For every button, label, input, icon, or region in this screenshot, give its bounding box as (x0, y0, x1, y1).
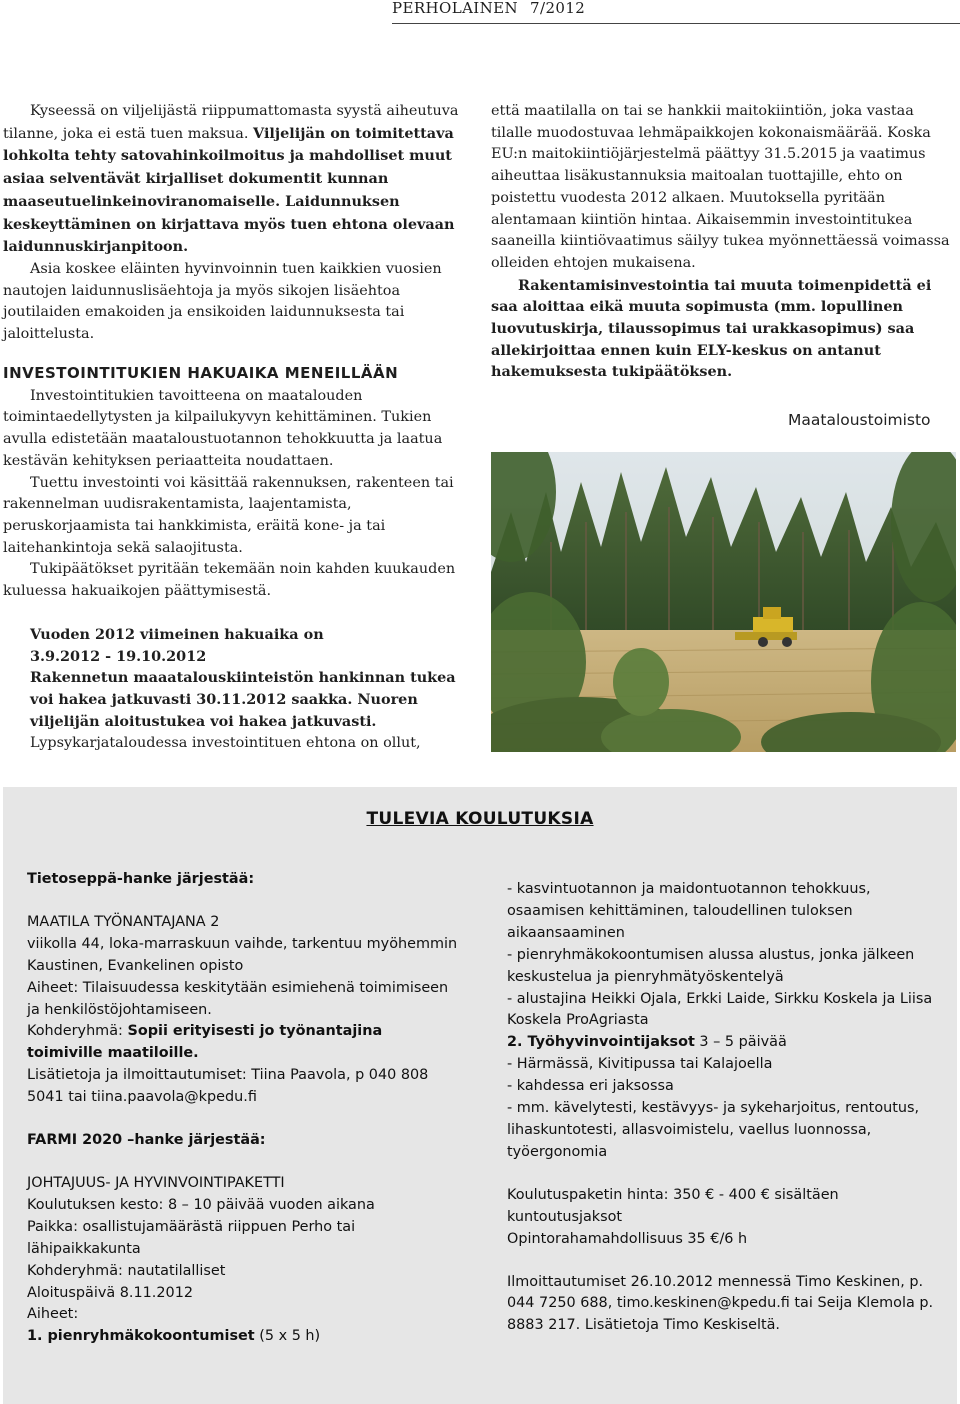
training-right-column (507, 879, 939, 1337)
course-subsidy: Opintorahamahdollisuus 35 €/6 h (507, 1230, 748, 1247)
paragraph-investment-scope: Tuettu investointi voi käsittää rakennuksen, rakenteen tai rakennelman uudisrakentamista, laajentamista, peruskorjaamista tai hankkimista, eräitä kone- ja tai laitehankintoja sekä salaojitusta. (3, 474, 454, 556)
right-column-top (491, 101, 955, 383)
course-1-place: Kaustinen, Evankelinen opisto (27, 957, 244, 974)
course-2-target: Kohderyhmä: nautatilalliset (27, 1262, 226, 1279)
detail-line-1: - kasvintuotannon ja maidontuotannon tehokkuus, osaamisen kehittäminen, taloudellinen tuloksen aikaansaaminen (507, 881, 871, 941)
deadline-dates: 3.9.2012 - 19.10.2012 (30, 647, 207, 665)
course-1-target-value: Sopii erityisesti jo työnantajina toimiville maatiloille. (27, 1023, 383, 1062)
paragraph-decision-time: Tukipäätökset pyritään tekemään noin kahden kuukauden kuluessa hakuaikojen päättymisestä. (3, 561, 456, 600)
registration-info: Ilmoittautumiset 26.10.2012 mennessä Timo Keskinen, p. 044 7250 688, timo.keskinen@kpedu.fi tai Seija Klemola p. 8883 217. Lisätietoja Timo Keskiseltä. (507, 1273, 934, 1334)
course-1-target (27, 1021, 459, 1065)
harvest-field-illustration (491, 452, 956, 752)
left-column-bottom (30, 624, 470, 754)
course-1-target-label: Kohderyhmä: (27, 1023, 123, 1040)
course-price: Koulutuspaketin hinta: 350 € - 400 € sisältäen kuntoutusjaksot (507, 1186, 839, 1225)
course-2-place: Paikka: osallistujamäärästä riippuen Perho tai lähipaikkakunta (27, 1218, 356, 1257)
organizer-2: FARMI 2020 –hanke järjestää: (27, 1132, 266, 1149)
course-1-contact: Lisätietoja ja ilmoittautumiset: Tiina Paavola, p 040 808 5041 tai tiina.paavola@kpedu.fi (27, 1067, 429, 1106)
course-2-item-1-detail: (5 x 5 h) (254, 1328, 321, 1345)
course-2-duration: Koulutuksen kesto: 8 – 10 päivää vuoden aikana (27, 1196, 375, 1213)
course-2-item-2-title: 2. Työhyvinvointijaksot (507, 1034, 695, 1051)
course-1-when: viikolla 44, loka-marraskuun vaihde, tarkentuu myöhemmin (27, 935, 458, 952)
left-column-top (3, 101, 469, 603)
signature: Maataloustoimisto (788, 411, 931, 429)
training-title: TULEVIA KOULUTUKSIA (366, 809, 594, 829)
paragraph-investment-goal: Investointitukien tavoitteena on maatalouden toimintaedellytysten ja kilpailukyvyn kehittäminen. Tukien avulla edistetään maataloustuotannon tehokkuutta ja laatua kestävän kehityksen periaatteita noudattaen. (3, 387, 443, 469)
course-1-title: MAATILA TYÖNANTAJANA 2 (27, 913, 220, 930)
detail-line-3: - alustajina Heikki Ojala, Erkki Laide, Sirkku Koskela ja Liisa Koskela ProAgriasta (507, 990, 933, 1029)
intro-bold-text: Viljelijän on toimitettava lohkolta tehty satovahinkoilmoitus ja mahdolliset muut asiaa selventävät kirjalliset dokumentit kunnan maaseutuelinkeinoviranomaiselle. Laidunnuksen keskeyttäminen on kirjattava myös tuen ehtona olevaan laidunnuskirjanpitoon. (3, 124, 455, 256)
paragraph-milk-quota: että maatilalla on tai se hankkii maitokiintiön, joka vastaa tilalle muodostuvaa lehmäpaikkojen kokonaismäärää. Koska EU:n maitokiintiöjärjestelmä päättyy 31.5.2015 ja vaatimus aiheuttaa lisäkustannuksia maitoalan tuottajille, ehto on poistettu vuodesta 2012 alkaen. Muutoksella pyritään alentamaan kiintiön hintaa. Aikaisemmin investointitukea saaneilla kiintiövaatimus säilyy tukea myönnettäessä voimassa olleiden ehtojen mukaisena. (491, 103, 950, 271)
paragraph-start-warning: Rakentamisinvestointia tai muuta toimenpidettä ei saa aloittaa eikä muuta sopimusta (mm. lopullinen luovutuskirja, tilaussopimus tai urakkasopimus) saa allekirjoittaa ennen kuin ELY-keskus on antanut hakemuksesta tukipäätöksen. (491, 276, 932, 381)
organizer-1: Tietoseppä-hanke järjestää: (27, 871, 255, 887)
dairy-condition-text: Lypsykarjataloudessa investointituen ehtona on ollut, (30, 734, 421, 751)
harvest-field-photo (491, 452, 956, 752)
paragraph-animal-welfare: Asia koskee eläinten hyvinvoinnin tuen kaikkien vuosien nautojen laidunnuslisäehtoja ja myös sikojen lisäehtoa joutilaiden emakoiden ja ensikoiden laidunnuksesta tai jaloittelusta. (3, 260, 442, 343)
detail-line-2: - pienryhmäkokoontumisen alussa alustus, jonka jälkeen keskustelua ja pienryhmätyöskentelyä (507, 946, 915, 985)
detail-line-5: - kahdessa eri jaksossa (507, 1078, 674, 1095)
detail-line-4: - Härmässä, Kivitipussa tai Kalajoella (507, 1056, 773, 1073)
deadline-label: Vuoden 2012 viimeinen hakuaika on (30, 626, 324, 643)
magazine-name: PERHOLAINEN (392, 0, 519, 17)
course-1-topics: Aiheet: Tilaisuudessa keskitytään esimiehenä toimimiseen ja henkilöstöjohtamiseen. (27, 979, 449, 1018)
intro-text: Kyseessä on viljelijästä riippumattomasta syystä aiheutuva tilanne, joka ei estä tuen maksua. (3, 103, 459, 142)
detail-line-6: - mm. kävelytesti, kestävyys- ja sykeharjoitus, rentoutus, lihaskuntotesti, allasvoimistelu, vaellus luonnossa, työergonomia (507, 1100, 920, 1160)
training-left-column (27, 869, 459, 1348)
course-2-item-2 (507, 1032, 939, 1054)
header-rule (392, 23, 960, 24)
section-heading-investment: INVESTOINTITUKIEN HAKUAIKA MENEILLÄÄN (3, 363, 399, 382)
issue-number: 7/2012 (530, 0, 586, 17)
course-2-item-1-title: 1. pienryhmäkokoontumiset (27, 1328, 255, 1345)
training-announcements-box (3, 787, 957, 1404)
course-2-title: JOHTAJUUS- JA HYVINVOINTIPAKETTI (27, 1174, 285, 1191)
course-2-item-2-detail: 3 – 5 päivää (694, 1034, 787, 1051)
course-2-start: Aloituspäivä 8.11.2012 (27, 1284, 194, 1301)
course-2-item-1 (27, 1326, 459, 1348)
continuous-application-text: Rakennetun maaatalouskiinteistön hankinnan tukea voi hakea jatkuvasti 30.11.2012 saakka. Nuoren viljelijän aloitustukea voi hakea jatkuvasti. (30, 669, 456, 730)
page-header (0, 0, 960, 24)
paragraph-intro (3, 101, 469, 259)
course-2-topics-label: Aiheet: (27, 1306, 79, 1323)
